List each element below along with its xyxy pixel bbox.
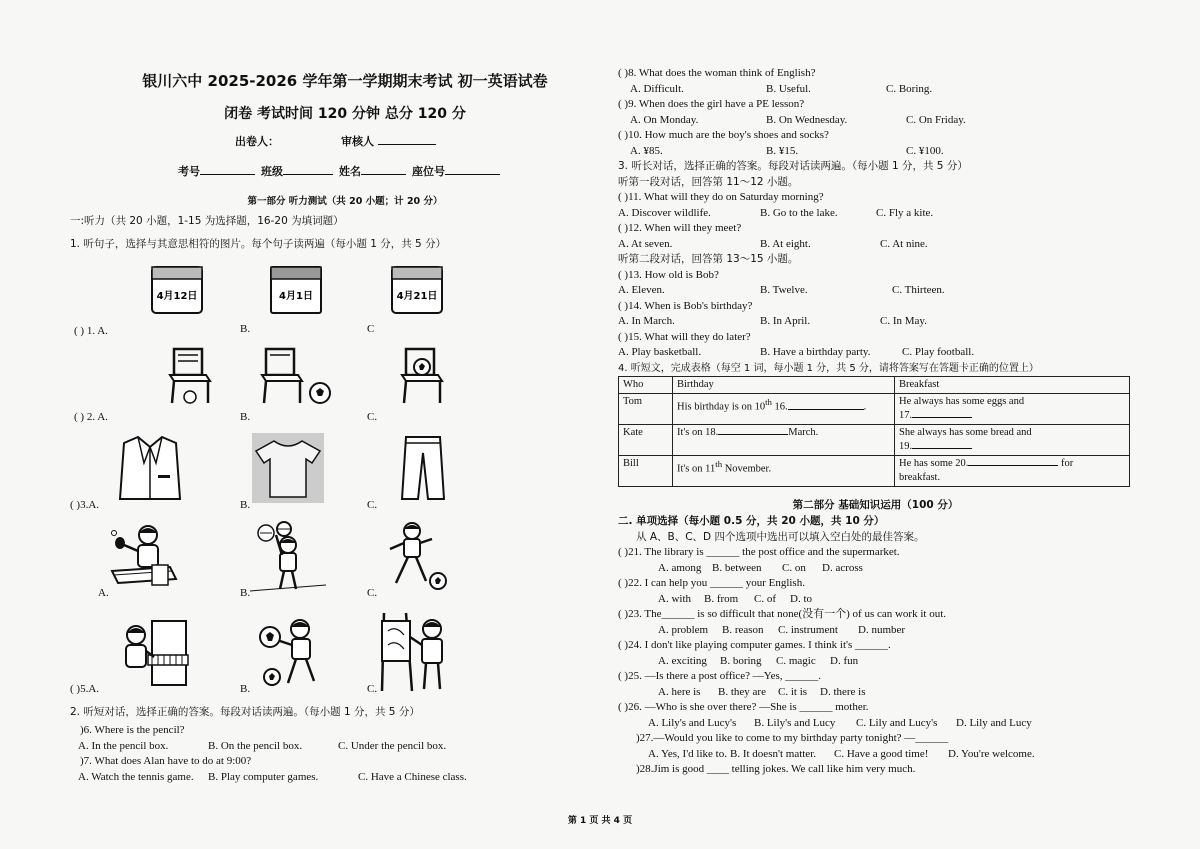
multiple-choice-list (618, 545, 1133, 778)
question-21-options (618, 561, 1133, 577)
page-footer: 第 1 页 共 4 页 (567, 816, 633, 826)
q6-option-b[interactable]: B. On the pencil box. (208, 739, 303, 752)
chair-ball-on-seat-icon (392, 345, 452, 405)
q27-option-d[interactable]: D. You're welcome. (948, 747, 1035, 760)
q14-option-a[interactable]: A. In March. (618, 315, 675, 327)
q12-option-c[interactable]: C. At nine. (880, 237, 928, 250)
q4-instruction: 4. 听短文，完成表格（每空 1 词，每小题 1 分，共 5 分，请将答案写在答题卡正确的位置上） (618, 362, 1039, 374)
q21-option-a[interactable]: A. among (658, 561, 702, 574)
question-26: ( )26. —Who is she over there? —She is ______ mother. (618, 701, 869, 713)
table-row (619, 456, 1130, 487)
birthday-cell: It's on 11th November. (673, 456, 895, 487)
q26-option-a[interactable]: A. Lily's and Lucy's (648, 716, 737, 729)
dialogue-1-label: 听第一段对话，回答第 11～12 小题。 (618, 175, 799, 188)
q8-option-c[interactable]: C. Boring. (886, 82, 933, 95)
q15-option-b[interactable]: B. Have a birthday party. (760, 346, 871, 358)
field-name[interactable]: 姓名 (339, 163, 406, 179)
q10-option-c[interactable]: C. ¥100. (906, 144, 944, 157)
who-cell: Kate (619, 425, 673, 456)
q11-option-a[interactable]: A. Discover wildlife. (618, 206, 711, 219)
question-15-options (618, 345, 1133, 361)
football-player-icon (378, 521, 448, 593)
question-9-options (618, 113, 1133, 129)
chair-icon (160, 345, 220, 405)
q6-option-c[interactable]: C. Under the pencil box. (338, 739, 447, 752)
q10-option-a[interactable]: A. ¥85. (630, 144, 663, 157)
birthday-cell: It's on 18. March. (673, 425, 895, 456)
question-27: )27.—Would you like to come to my birthday party tonight? —______ (636, 732, 949, 744)
q22-option-b[interactable]: B. from (704, 592, 739, 605)
q27-option-c[interactable]: C. Have a good time! (834, 747, 929, 760)
q14-option-b[interactable]: B. In April. (760, 315, 811, 327)
field-exam-number[interactable]: 考号 (178, 163, 255, 179)
question-14-options (618, 314, 1133, 330)
basketball-player-icon (250, 521, 326, 593)
table-row (619, 425, 1130, 456)
who-cell: Tom (619, 394, 673, 425)
q26-option-b[interactable]: B. Lily's and Lucy (754, 716, 836, 729)
q12-option-b[interactable]: B. At eight. (760, 237, 811, 250)
q24-option-c[interactable]: C. magic (776, 654, 816, 667)
exam-title: 银川六中 2025-2026 学年第一学期期末考试 初一英语试卷 (142, 72, 548, 90)
field-seat[interactable]: 座位号 (412, 163, 500, 179)
calendar-date-a: 4月12日 (156, 291, 198, 302)
pic-row-5: ( )5.A. B. C. (70, 611, 590, 699)
student-info-line (90, 163, 600, 179)
question-15: ( )15. What will they do later? (618, 330, 751, 343)
question-25: ( )25. —Is there a post office? —Yes, ______. (618, 670, 822, 682)
question-7: )7. What does Alan have to do at 9:00? (80, 755, 252, 767)
question-22-options (618, 592, 1133, 608)
q22-option-a[interactable]: A. with (658, 592, 691, 605)
q21-option-c[interactable]: C. on (782, 561, 806, 574)
right-column (618, 66, 1133, 778)
question-10-options (618, 144, 1133, 160)
q23-option-b[interactable]: B. reason (722, 623, 764, 636)
q6-option-a[interactable]: A. In the pencil box. (78, 739, 169, 752)
q22-option-c[interactable]: C. of (754, 592, 776, 605)
part2-heading: 第二部分 基础知识运用（100 分） (792, 499, 959, 511)
breakfast-cell: He always has some eggs and 17. (895, 394, 1130, 425)
q7-option-b[interactable]: B. Play computer games. (208, 770, 319, 783)
staff-line (90, 133, 600, 149)
table-row (619, 394, 1130, 425)
pic-row-2: ( ) 2. A. B. C. (70, 345, 590, 427)
q24-option-d[interactable]: D. fun (830, 654, 859, 667)
q26-option-c[interactable]: C. Lily and Lucy's (856, 716, 938, 729)
question-25-options (618, 685, 1133, 701)
question-7-options (78, 770, 600, 786)
q23-option-d[interactable]: D. number (858, 623, 906, 636)
reviewer-label: 审核人 (341, 133, 436, 149)
q13-option-b[interactable]: B. Twelve. (760, 284, 808, 296)
q21-option-d[interactable]: D. across (822, 561, 863, 574)
q24-option-a[interactable]: A. exciting (658, 654, 707, 667)
q23-option-a[interactable]: A. problem (658, 623, 709, 636)
question-6-options (78, 739, 600, 755)
question-27-options (618, 747, 1133, 763)
part2-section: 二. 单项选择（每小题 0.5 分，共 20 小题，共 10 分） (618, 515, 885, 527)
table-header-row (619, 377, 1130, 394)
q12-option-a[interactable]: A. At seven. (618, 237, 673, 250)
q3-instruction: 3. 听长对话，选择正确的答案。每段对话读两遍。（每小题 1 分，共 5 分） (618, 160, 968, 172)
ping-pong-player-icon (110, 521, 186, 593)
calendar-icon (267, 259, 325, 317)
jacket-icon (118, 433, 182, 503)
q13-option-c[interactable]: C. Thirteen. (892, 284, 945, 296)
pic-row-4: A. B. C. (70, 521, 590, 603)
answer-blank-18[interactable] (718, 434, 788, 435)
question-13-options (618, 283, 1133, 299)
q10-option-b[interactable]: B. ¥15. (766, 144, 799, 157)
question-28: )28.Jim is good ____ telling jokes. We call like him very much. (636, 763, 916, 775)
q14-option-c[interactable]: C. In May. (880, 315, 927, 327)
q11-option-c[interactable]: C. Fly a kite. (876, 206, 934, 219)
q27-option-b[interactable]: B. It doesn't matter. (730, 747, 816, 760)
breakfast-cell: He has some 20. for breakfast. (895, 456, 1130, 487)
question-8: ( )8. What does the woman think of English? (618, 67, 816, 79)
question-10: ( )10. How much are the boy's shoes and socks? (618, 129, 829, 141)
table-header: Breakfast (895, 377, 1130, 394)
question-21: ( )21. The library is ______ the post office and the supermarket. (618, 546, 900, 558)
q22-option-d[interactable]: D. to (790, 592, 812, 605)
pic-row-3: ( )3.A. B. C. (70, 433, 590, 515)
q15-option-a[interactable]: A. Play basketball. (618, 346, 702, 358)
picture-questions (70, 257, 590, 702)
question-6: )6. Where is the pencil? (80, 724, 185, 736)
question-13: ( )13. How old is Bob? (618, 268, 719, 281)
q25-option-a[interactable]: A. here is (658, 685, 701, 698)
q13-option-a[interactable]: A. Eleven. (618, 284, 665, 296)
painting-boy-icon (378, 611, 454, 693)
question-12-options (618, 237, 1133, 253)
part1-heading: 第一部分 听力测试（共 20 小题；计 20 分） (247, 196, 443, 207)
part1-section: 一:听力（共 20 小题，1-15 为选择题，16-20 为填词题） (70, 215, 344, 227)
question-24-options (618, 654, 1133, 670)
tshirt-icon (252, 433, 324, 503)
trousers-icon (398, 433, 448, 503)
question-9: ( )9. When does the girl have a PE lesson? (618, 98, 805, 110)
q26-option-d[interactable]: D. Lily and Lucy (956, 716, 1032, 729)
q8-option-b[interactable]: B. Useful. (766, 82, 811, 95)
q25-option-c[interactable]: C. it is (778, 685, 808, 698)
pic-row-1: ( ) 1. A. 4月12日 B. 4月1日 C 4月21日 (70, 257, 590, 339)
birthday-cell: His birthday is on 10th 16. . (673, 394, 895, 425)
breakfast-table (618, 376, 1130, 487)
question-26-options (618, 716, 1133, 732)
question-23-options (618, 623, 1133, 639)
answer-blank-19[interactable] (912, 448, 972, 449)
q8-option-a[interactable]: A. Difficult. (630, 82, 684, 95)
table-header: Who (619, 377, 673, 394)
calendar-icon (388, 259, 446, 317)
calendar-icon (148, 259, 206, 317)
q25-option-b[interactable]: B. they are (718, 685, 766, 698)
question-11: ( )11. What will they do on Saturday morning? (618, 191, 824, 203)
q9-option-a[interactable]: A. On Monday. (630, 113, 699, 126)
dialogue-2-label: 听第二段对话，回答第 13～15 小题。 (618, 253, 799, 265)
boy-with-ball-icon (252, 615, 328, 691)
question-23: ( )23. The______ is so difficult that none(没有一个) of us can work it out. (618, 608, 947, 620)
breakfast-cell: She always has some bread and 19. (895, 425, 1130, 456)
q7-option-c[interactable]: C. Have a Chinese class. (358, 770, 467, 783)
q21-option-b[interactable]: B. between (712, 561, 762, 574)
q25-option-d[interactable]: D. there is (820, 685, 866, 698)
question-14: ( )14. When is Bob's birthday? (618, 299, 753, 312)
q7-option-a[interactable]: A. Watch the tennis game. (78, 770, 194, 783)
q27-option-a[interactable]: A. Yes, I'd like to. (648, 747, 727, 760)
answer-blank-17[interactable] (912, 417, 972, 418)
table-header: Birthday (673, 377, 895, 394)
part2-instruction: 从 A、B、C、D 四个选项中选出可以填入空白处的最佳答案。 (636, 530, 925, 543)
calendar-date-c: 4月21日 (396, 291, 438, 302)
calendar-date-b: 4月1日 (279, 291, 313, 302)
left-column (70, 70, 600, 785)
question-8-options (618, 82, 1133, 98)
question-12: ( )12. When will they meet? (618, 222, 742, 234)
q23-option-c[interactable]: C. instrument (778, 623, 838, 636)
chair-ball-icon (252, 345, 334, 405)
q9-option-b[interactable]: B. On Wednesday. (766, 113, 848, 126)
answer-blank-16[interactable] (788, 409, 864, 410)
piano-player-icon (114, 615, 190, 691)
question-22: ( )22. I can help you ______ your English. (618, 577, 805, 589)
q24-option-b[interactable]: B. boring (720, 654, 762, 667)
who-cell: Bill (619, 456, 673, 487)
setter-label: 出卷人： (235, 135, 279, 148)
question-11-options (618, 206, 1133, 222)
q9-option-c[interactable]: C. On Friday. (906, 113, 966, 126)
answer-blank-20[interactable] (968, 465, 1058, 466)
q1-instruction: 1. 听句子，选择与其意思相符的图片。每个句子读两遍（每小题 1 分，共 5 分） (70, 238, 447, 250)
field-class[interactable]: 班级 (261, 163, 333, 179)
q2-instruction: 2. 听短对话，选择正确的答案。每段对话读两遍。（每小题 1 分，共 5 分） (70, 706, 420, 718)
q11-option-b[interactable]: B. Go to the lake. (760, 206, 838, 219)
exam-subtitle: 闭卷 考试时间 120 分钟 总分 120 分 (224, 106, 466, 122)
q15-option-c[interactable]: C. Play football. (902, 346, 975, 358)
question-24: ( )24. I don't like playing computer games. I think it's ______. (618, 639, 891, 651)
